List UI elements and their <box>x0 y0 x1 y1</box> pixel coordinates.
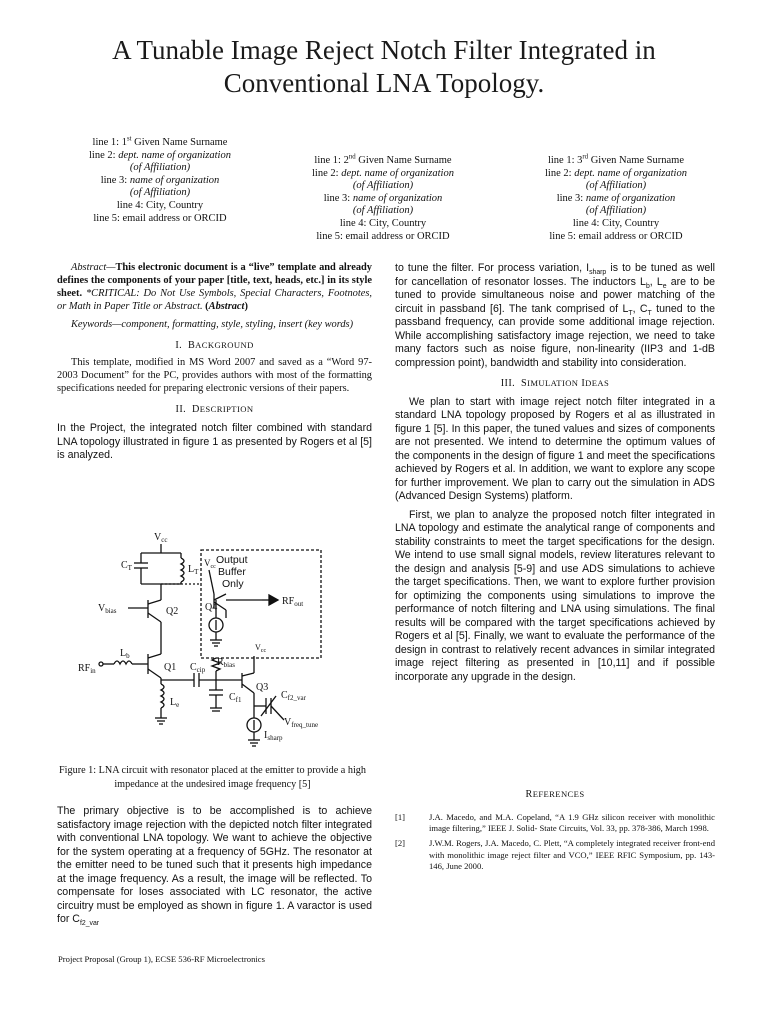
reference-number: [2] <box>395 838 406 849</box>
section-number: III. <box>500 378 516 389</box>
q1-emitter <box>148 669 161 678</box>
author-affiliation: (of Affiliation) <box>585 180 647 192</box>
vfreq-label: $V_{freq\_tune}$ <box>284 717 319 729</box>
author-affiliation: (of Affiliation) <box>352 180 414 192</box>
author-email: line 5: email address or ORCID <box>93 212 227 224</box>
tuning-sub-3: e <box>662 282 667 290</box>
author-line2-prefix: line 2: <box>545 167 575 179</box>
isharp-label: $I_{sharp}$ <box>264 730 283 742</box>
right-column <box>395 262 715 689</box>
reference-text: J.A. Macedo, and M.A. Copeland, “A 1.9 GHz silicon receiver with monolithic image filtering,” IEEE J. Solid- State Circuits, Vol. 33, pp. 378-386, March 1998. <box>429 812 715 834</box>
author-affiliation-2: (of Affiliation) <box>585 205 647 217</box>
author-line3-prefix: line 3: <box>556 192 586 204</box>
tuning-sub-4: T <box>628 309 633 317</box>
section-number: II. <box>175 404 187 416</box>
author-line1-sup: nd <box>348 153 356 161</box>
tuning-sub-2: b <box>645 282 650 290</box>
vbias-label: $V_{bias}$ <box>98 603 117 615</box>
simulation-paragraph-1: We plan to start with image reject notch filter integrated in a standard LNA topology proposed by Rogers et al as illustrated in figure 1 [5]. In this paper, the tuned values and sizes of components are not presented. We intend to determine the optimum values of the components in the design of figure 1 and meet the specifications achieved by Rogers et al. In addition, we want to explore any scope for further improvement. We plan to carry out the simulation in ADS (Advanced Design Systems) platform. <box>395 395 715 502</box>
q2-emitter <box>148 613 161 622</box>
q1-collector <box>148 654 161 658</box>
cf1-label: $C_{f1}$ <box>229 692 242 704</box>
author-line3-prefix: line 3: <box>323 192 353 204</box>
section-heading-description <box>57 403 372 417</box>
tuning-text-c: , L <box>649 275 663 288</box>
section-description-text: In the Project, the integrated notch filter combined with standard LNA topology illustrated in figure 1 as presented by Rogers et al [5] is analyzed. <box>57 422 372 462</box>
author-line1-rest: Given Name Surname <box>588 155 685 166</box>
abstract-label: Abstract <box>71 262 107 273</box>
section-number: I. <box>175 339 183 351</box>
lt-label: $L_T$ <box>188 564 199 576</box>
page-footer: Project Proposal (Group 1), ECSE 536-RF Microelectronics <box>58 954 265 964</box>
le-label: $L_e$ <box>170 697 180 709</box>
section-head-rest-2: DEAS <box>585 378 610 388</box>
author-line1-prefix: line 1: 2 <box>314 155 349 166</box>
abstract-tail-close: ) <box>244 300 248 312</box>
figure-caption: Figure 1: LNA circuit with resonator placed at the emitter to provide a high impedance at the undesired image frequency [5] <box>59 765 366 790</box>
author-line1-sup: rd <box>582 153 589 161</box>
tuning-sub-5: T <box>647 309 652 317</box>
q2-collector <box>148 600 161 604</box>
rbias-label: $R_{bias}$ <box>217 657 235 669</box>
author-city: line 4: City, Country <box>572 217 660 229</box>
abstract-tail-italic: Abstract <box>208 300 245 312</box>
author-block-3 <box>516 155 716 243</box>
author-block-1 <box>60 137 260 225</box>
q1-label: Q1 <box>164 662 177 673</box>
abstract-tail-open: ( <box>202 300 209 312</box>
cf2-wire-out <box>271 706 284 720</box>
author-line3-prefix: line 3: <box>100 174 130 186</box>
author-email: line 5: email address or ORCID <box>549 230 683 242</box>
left-column-bottom <box>57 805 372 932</box>
author-line1-rest: Given Name Surname <box>355 155 452 166</box>
objective-paragraph <box>57 805 372 927</box>
references-list <box>395 812 715 876</box>
tuning-text-b: is to be tuned as well for cancellation of resonator losses. The inductors L <box>395 262 715 288</box>
q3-emitter <box>242 684 254 693</box>
author-affiliation: (of Affiliation) <box>129 162 191 174</box>
q2-label: Q2 <box>166 606 179 617</box>
section-heading-simulation <box>395 377 715 391</box>
q4-vcc-wire <box>209 570 214 594</box>
q3-vcc-label: $V_{cc}$ <box>255 643 267 654</box>
reference-item <box>395 838 715 872</box>
section-head-rest: ACKGROUND <box>195 339 254 350</box>
author-org: name of organization <box>352 192 443 204</box>
q3-label: Q3 <box>256 682 269 693</box>
section-head-initial: S <box>521 378 528 389</box>
objective-text: The primary objective is to be accomplished is to achieve satisfactory image rejection with the depicted notch filter integrated with conventional LNA topology. We want to achieve the objective for the system operating at a frequency of 5GHz. The resonator at the emitter need to be tuned such that it presents high impedance at the image frequency. As a result, the image will be reflected. To compensate for loses associated with LC resonator, the active circuitry must be employed as shown in figure 1. A varactor is used for C <box>57 805 372 925</box>
author-affiliation-2: (of Affiliation) <box>129 187 191 199</box>
author-dept: dept. name of organization <box>118 149 231 161</box>
author-org: name of organization <box>585 192 676 204</box>
lb-coil <box>114 661 132 664</box>
references-head-initial: R <box>525 789 533 800</box>
author-dept: dept. name of organization <box>341 167 454 179</box>
author-affiliation-2: (of Affiliation) <box>352 205 414 217</box>
lna-circuit-diagram <box>66 528 366 763</box>
author-block-2 <box>283 155 483 243</box>
section-heading-background <box>57 339 372 353</box>
references-head-rest: EFERENCES <box>532 789 585 799</box>
q3-collector <box>242 673 254 676</box>
author-org: name of organization <box>129 174 220 186</box>
simulation-paragraph-2: First, we plan to analyze the proposed notch filter integrated in LNA topology and estimate the analytical range of components and stability constraints to meet the target specifications for the design. We intend to use small signal models, review literatures relevant to the design and analysis [5-9] and use ADS simulations to achieve the target specifications. Then, we want to explore further provision for optimizing the components using simulations to improve the performance of notch filtering and LNA using simulations. The final results will be compared with the target specifications achieved by Rogers et al [5]. Finally, we want to evaluate the performance of the design in contrast to relatively recent advances in similar integrated image reject filtering as presented in [10,11] and if possible incorporate any upgrade in the design. <box>395 508 715 683</box>
rfin-terminal <box>99 662 103 666</box>
tuning-text-d: are to be tuned to provide simultaneous noise and power matching of the circuit in passband [6]. The tank comprised of L <box>395 275 716 315</box>
lt-coil <box>181 558 184 582</box>
tuning-sub-1: sharp <box>589 269 607 277</box>
rfout-label: $RF_{out}$ <box>282 596 304 608</box>
section-head-initial: D <box>192 404 200 416</box>
author-dept: dept. name of organization <box>574 167 687 179</box>
references-heading <box>395 789 715 800</box>
output-buffer-label-1: Output <box>216 554 248 566</box>
rfin-label: $RF_{in}$ <box>78 663 96 675</box>
author-line1-prefix: line 1: 3 <box>547 155 583 166</box>
cf2-label: $C_{f2\_var}$ <box>281 690 306 702</box>
author-email: line 5: email address or ORCID <box>316 230 450 242</box>
rfout-arrow <box>269 595 278 605</box>
author-line1-sup: st <box>126 135 132 143</box>
keywords: Keywords—component, formatting, style, styling, insert (key words) <box>71 318 354 330</box>
section-head-rest: ESCRIPTION <box>199 404 254 415</box>
ct-label: $C_T$ <box>121 560 132 572</box>
tuning-text-a: to tune the filter. For process variation, I <box>395 262 590 274</box>
abstract-bold-text: This electronic document is a “live” template and already defines the components of your paper [title, text, heads, etc.] in its style sheet. <box>57 262 372 299</box>
tuning-paragraph <box>395 262 715 370</box>
tuning-text-e: , C <box>632 302 648 315</box>
reference-item <box>395 812 715 834</box>
section-background-text: This template, modified in MS Word 2007 and saved as a “Word 97-2003 Document” for the PC, provides authors with most of the formatting specifications needed for preparing electronic versions of their papers. <box>57 357 372 395</box>
author-line2-prefix: line 2: <box>89 149 119 161</box>
section-head-rest: IMULATION <box>527 378 579 388</box>
reference-text: J.W.M. Rogers, J.A. Macedo, C. Plett, “A completely integrated receiver front-end with monolithic image reject filter and VCO,” IEEE RFIC Symposium, pp. 143-146, June 2000. <box>429 838 715 871</box>
lb-label: $L_b$ <box>120 648 130 660</box>
q4-vcc-label: $V_{cc}$ <box>204 558 216 570</box>
abstract <box>57 262 372 314</box>
abstract-critical: *CRITICAL: Do Not Use Symbols, Special Characters, Footnotes, or Math in Paper Title or Abstract. <box>57 287 372 312</box>
author-city: line 4: City, Country <box>339 217 427 229</box>
abstract-dash: — <box>106 262 116 273</box>
cip-label: $C_{cip}$ <box>190 662 206 674</box>
paper-title: A Tunable Image Reject Notch Filter Integrated in Conventional LNA Topology. <box>112 35 656 98</box>
output-buffer-label-2: Buffer <box>218 566 246 578</box>
author-line1-rest: Given Name Surname <box>131 137 228 148</box>
q4-label: Q4 <box>205 602 218 613</box>
q4-collector <box>214 594 226 600</box>
author-city: line 4: City, Country <box>116 199 204 211</box>
author-line2-prefix: line 2: <box>312 167 342 179</box>
reference-number: [1] <box>395 812 406 822</box>
vcc-label: $V_{cc}$ <box>154 532 168 544</box>
section-head-initial-2: I <box>581 378 586 389</box>
tuning-text-f: tuned to the passband frequency, can provide some additional image rejection. While accomplishing satisfactory image rejection, we need to take many factors such as noise figure, non-linearity (IIP3 and 1-dB compression point), bandwidth and stability into consideration. <box>395 302 715 369</box>
author-line1-prefix: line 1: 1 <box>92 137 127 148</box>
le-coil <box>161 684 164 708</box>
objective-sub: f2_var <box>79 920 100 928</box>
left-column-top <box>57 262 372 468</box>
output-buffer-label-3: Only <box>222 578 244 590</box>
section-head-initial: B <box>187 339 196 351</box>
